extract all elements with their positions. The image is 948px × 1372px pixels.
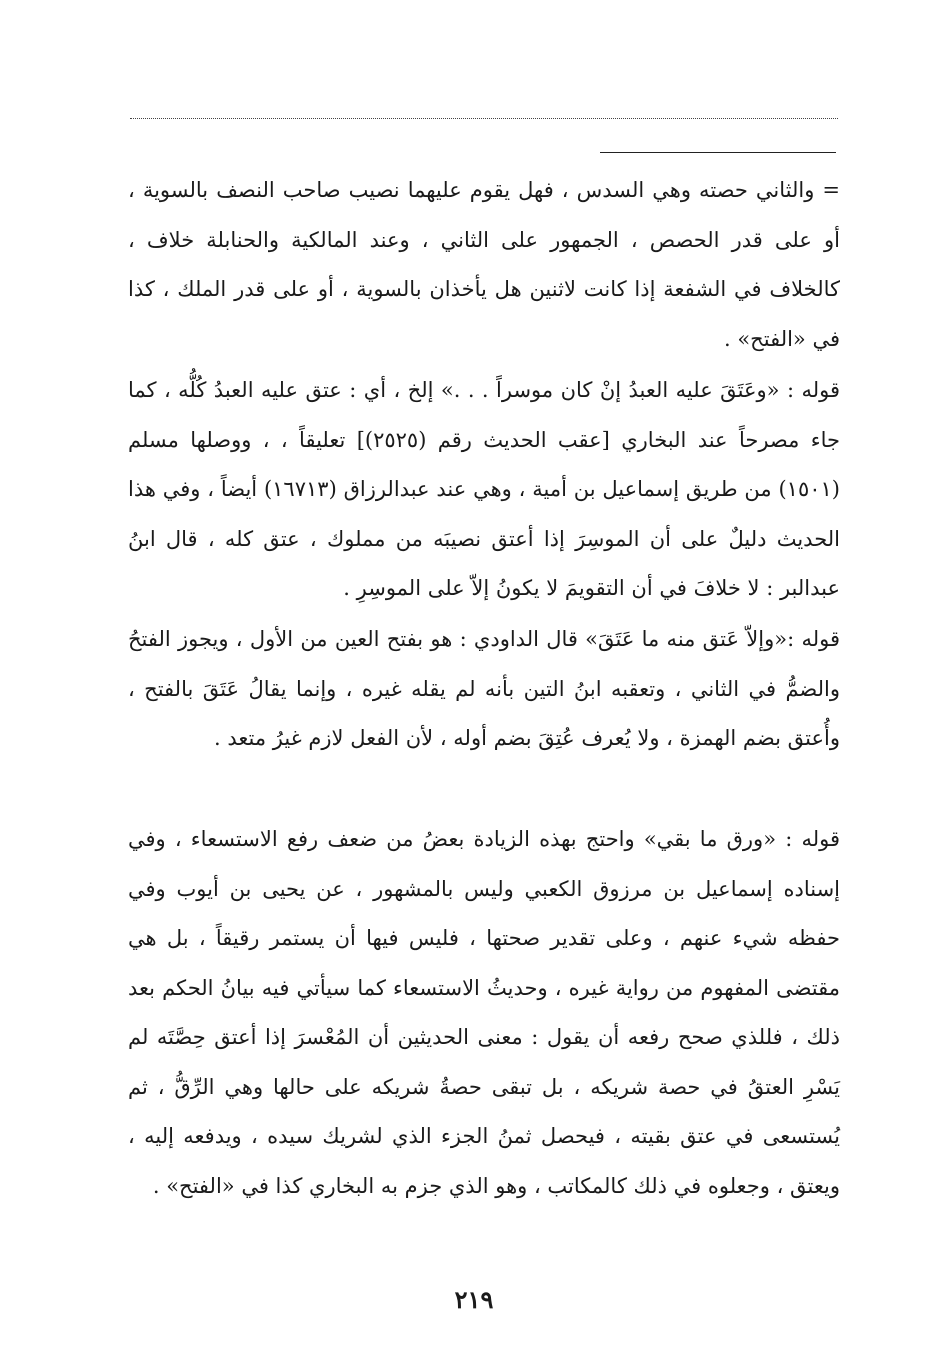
- paragraph-block-1: [128, 166, 840, 364]
- paragraph-3: قوله :«وإلاّ عَتق منه ما عَتَقَ» قال الداودي : هو بفتح العين من الأول ، ويجوز الفتحُ والضمُّ في الثاني ، وتعقبه ابنُ التين بأنه لم يقله غيره ، وإنما يقالُ عَتَقَ بالفتح ، وأُعتق بضم الهمزة ، ولا يُعرف عُتِقَ بضم أوله ، لأن الفعل لازم غيرُ متعد .: [128, 627, 840, 750]
- paragraph-1: = والثاني حصته وهي السدس ، فهل يقوم عليهما نصيب صاحب النصف بالسوية ، أو على قدر الحصص ، الجمهور على الثاني ، وعند المالكية والحنابلة خلاف ، كالخلاف في الشفعة إذا كانت لاثنين هل يأخذان بالسوية ، أو على قدر الملك ، كذا في «الفتح» .: [128, 178, 840, 351]
- paragraph-block-4: [128, 815, 840, 1211]
- paragraph-4: قوله : «ورق ما بقي» واحتج بهذه الزيادة بعضُ من ضعف رفع الاستسعاء ، وفي إسناده إسماعيل بن مرزوق الكعبي وليس بالمشهور ، عن يحيى بن أيوب وفي حفظه شيء عنهم ، وعلى تقدير صحتها ، فليس فيها أن يستمر رقيقاً ، بل هي مقتضى المفهوم من رواية غيره ، وحديثُ الاستسعاء كما سيأتي فيه بيانُ الحكم بعد ذلك ، فللذي صحح رفعه أن يقول : معنى الحديثين أن المُعْسرَ إذا أعتق حِصَّتَه لم يَسْرِ العتقُ في حصة شريكه ، بل تبقى حصةُ شريكه على حالها وهي الرِّقُّ ، ثم يُستسعى في عتق بقيته ، فيحصل ثمنُ الجزء الذي لشريك سيده ، ويدفعه إليه ، ويعتق ، وجعلوه في ذلك كالمكاتب ، وهو الذي جزم به البخاري كذا في «الفتح» .: [128, 827, 840, 1198]
- page-number: ٢١٩: [454, 1285, 494, 1314]
- footnote-separator-rule: [600, 152, 836, 153]
- paragraph-block-3: [128, 615, 840, 764]
- paragraph-2: قوله : «وعَتَقَ عليه العبدُ إنْ كان موسراً . . .» إلخ ، أي : عتق عليه العبدُ كُلُّه ، كما جاء مصرحاً عند البخاري [عقب الحديث رقم (٢٥٢٥)] تعليقاً ، ، ووصلها مسلم (١٥٠١) من طريق إسماعيل بن أمية ، وهي عند عبدالرزاق (١٦٧١٣) أيضاً ، وفي هذا الحديث دليلٌ على أن الموسِرَ إذا أعتق نصيبَه من مملوك ، عتق كله ، قال ابنُ عبدالبر : لا خلافَ في أن التقويمَ لا يكونُ إلاّ على الموسِرِ .: [128, 378, 840, 600]
- header-dotted-rule: [130, 118, 838, 119]
- paragraph-block-2: [128, 366, 840, 614]
